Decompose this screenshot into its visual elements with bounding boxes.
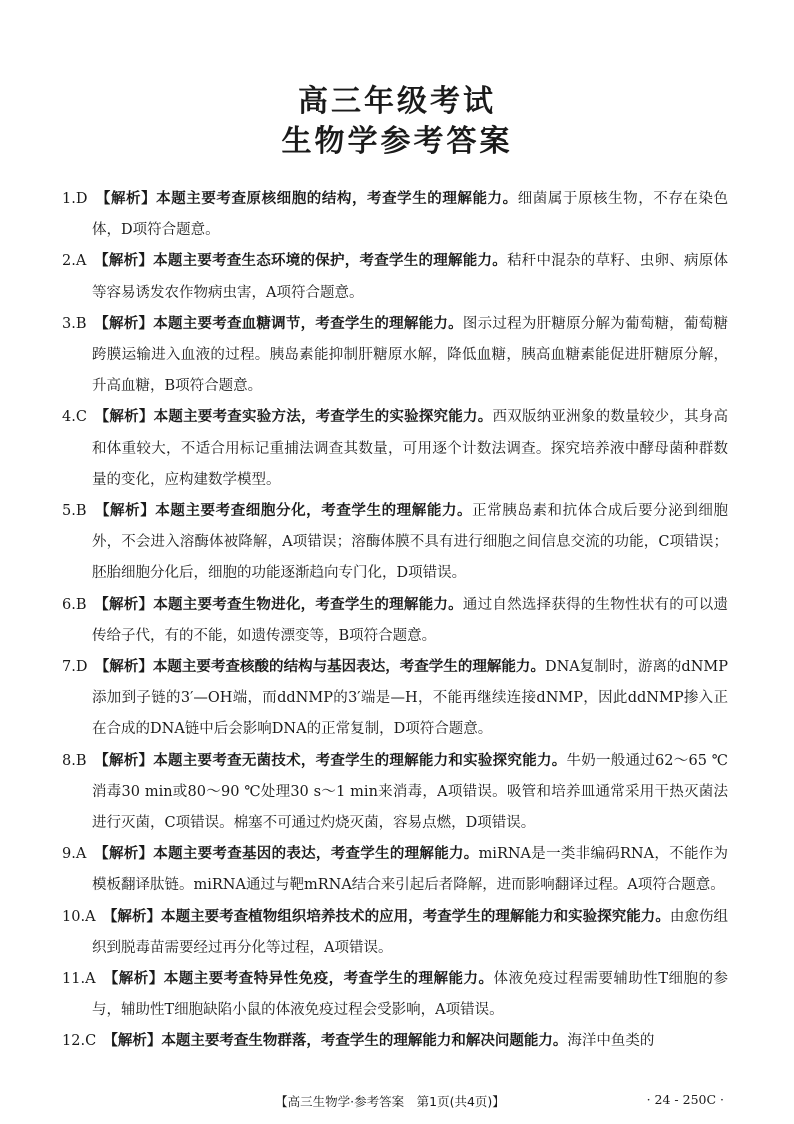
answer-item-11: 11.A 【解析】本题主要考查特异性免疫，考查学生的理解能力。体液免疫过程需要辅助性T细胞的参与，辅助性T细胞缺陷小鼠的体液免疫过程会受影响，A项错误。 — [62, 971, 729, 1019]
answer-item-7: 7.D 【解析】本题主要考查核酸的结构与基因表达，考查学生的理解能力。DNA复制时，游离的dNMP添加到子链的3′—OH端，而ddNMP的3′端是—H，不能再继续连接dNMP，因此ddNMP掺入正在合成的DNA链中后会影响DNA的正常复制，D项符合题意。 — [62, 659, 729, 738]
answer-item-4: 4.C 【解析】本题主要考查实验方法，考查学生的实验探究能力。西双版纳亚洲象的数量较少，其身高和体重较大，不适合用标记重捕法调查其数量，可用逐个计数法调查。探究培养液中酵母菌种群数量的变化，应构建数学模型。 — [62, 409, 729, 488]
page-title: 高三年级考试 — [298, 84, 496, 119]
answer-list — [62, 184, 728, 1058]
page-footer — [0, 1092, 794, 1112]
footer-code: · 24 - 250C · — [646, 1092, 724, 1107]
answer-item-6: 6.B 【解析】本题主要考查生物进化，考查学生的理解能力。通过自然选择获得的生物性状有的可以遗传给子代，有的不能，如遗传漂变等，B项符合题意。 — [62, 596, 729, 644]
page-subtitle: 生物学参考答案 — [281, 124, 513, 159]
answer-item-3: 3.B 【解析】本题主要考查血糖调节，考查学生的理解能力。图示过程为肝糖原分解为葡萄糖，葡萄糖跨膜运输进入血液的过程。胰岛素能抑制肝糖原水解，降低血糖，胰高血糖素能促进肝糖原分解，升高血糖，B项符合题意。 — [62, 315, 729, 395]
footer-page-info: 【高三生物学·参考答案 第1页(共4页)】 — [275, 1094, 505, 1109]
answer-item-8: 8.B 【解析】本题主要考查无菌技术，考查学生的理解能力和实验探究能力。牛奶一般通过62～65 ℃消毒30 min或80～90 ℃处理30 s～1 min来消毒，A项错误。吸管和培养皿通常采用干热灭菌法进行灭菌，C项错误。棉塞不可通过灼烧灭菌，容易点燃，D项错误。 — [62, 752, 729, 832]
answer-item-2: 2.A 【解析】本题主要考查生态环境的保护，考查学生的理解能力。秸秆中混杂的草籽、虫卵、病原体等容易诱发农作物病虫害，A项符合题意。 — [62, 253, 729, 301]
answer-item-5: 5.B 【解析】本题主要考查细胞分化，考查学生的理解能力。正常胰岛素和抗体合成后要分泌到细胞外，不会进入溶酶体被降解，A项错误；溶酶体膜不具有进行细胞之间信息交流的功能，C项错误；胚胎细胞分化后，细胞的功能逐渐趋向专门化，D项错误。 — [62, 503, 729, 582]
answer-item-10: 10.A 【解析】本题主要考查植物组织培养技术的应用，考查学生的理解能力和实验探究能力。由愈伤组织到脱毒苗需要经过再分化等过程，A项错误。 — [62, 908, 729, 956]
answer-item-1: 1.D 【解析】本题主要考查原核细胞的结构，考查学生的理解能力。细菌属于原核生物，不存在染色体，D项符合题意。 — [62, 191, 729, 239]
answer-item-9: 9.A 【解析】本题主要考查基因的表达，考查学生的理解能力。miRNA是一类非编码RNA，不能作为模板翻译肽链。miRNA通过与靶mRNA结合来引起后者降解，进而影响翻译过程。A项符合题意。 — [62, 846, 729, 894]
answer-item-12: 12.C 【解析】本题主要考查生物群落，考查学生的理解能力和解决问题能力。海洋中鱼类的 — [62, 1033, 655, 1050]
